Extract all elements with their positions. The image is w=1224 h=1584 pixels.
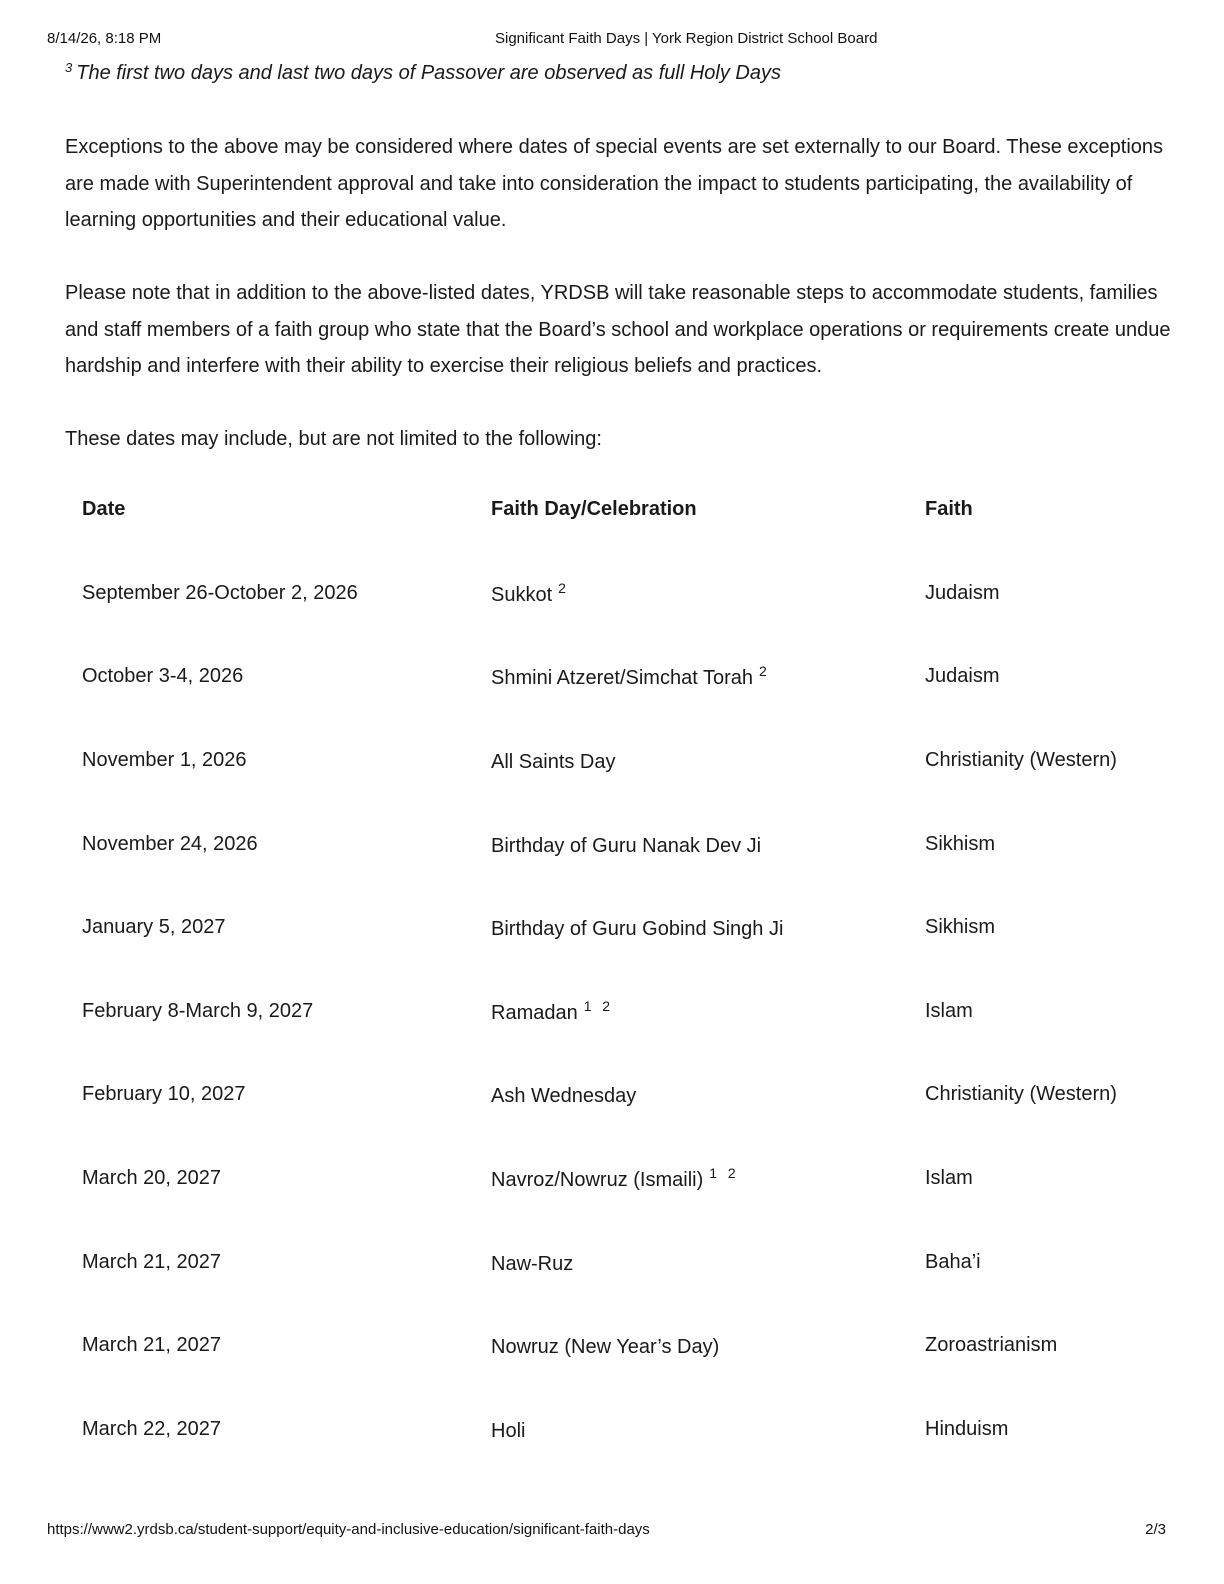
faith-day-name: Navroz/Nowruz (Ismaili) — [491, 1169, 704, 1192]
print-header — [47, 30, 1177, 50]
footnote-marks: 2 — [558, 579, 567, 596]
column-header-date: Date — [82, 498, 126, 521]
faith-day-cell — [474, 1053, 908, 1137]
faith-day-cell — [474, 1220, 908, 1304]
table-header-row — [65, 468, 1175, 552]
faith-day-cell — [474, 970, 908, 1054]
faith-day-name: Birthday of Guru Gobind Singh Ji — [491, 918, 784, 941]
table-row — [65, 1388, 1175, 1472]
faith-cell: Islam — [925, 999, 973, 1022]
column-header-faith-day: Faith Day/Celebration — [491, 498, 697, 521]
table-row — [65, 970, 1175, 1054]
date-cell: February 10, 2027 — [82, 1083, 246, 1106]
date-cell: November 1, 2026 — [82, 749, 247, 772]
faith-day-name: Naw-Ruz — [491, 1252, 574, 1275]
faith-day-cell — [474, 886, 908, 970]
footnote-text: The first two days and last two days of Passover are observed as full Holy Days — [76, 62, 781, 84]
page-number: 2/3 — [1145, 1521, 1166, 1538]
faith-day-name: All Saints Day — [491, 751, 616, 774]
exceptions-paragraph: Exceptions to the above may be considered where dates of special events are set externally to our Board. These exceptions are made with Superintendent approval and take into consideration the impact to students participating, the availability of learning opportunities and their educational value. — [65, 136, 1164, 231]
table-row — [65, 1304, 1175, 1388]
faith-day-name: Birthday of Guru Nanak Dev Ji — [491, 834, 762, 857]
date-cell: February 8-March 9, 2027 — [82, 999, 314, 1022]
faith-cell: Christianity (Western) — [925, 749, 1117, 772]
faith-day-name: Holi — [491, 1419, 526, 1442]
passover-footnote — [65, 60, 781, 85]
date-cell: March 21, 2027 — [82, 1250, 221, 1273]
faith-day-cell — [474, 552, 908, 636]
faith-day-cell — [474, 635, 908, 719]
table-row — [65, 635, 1175, 719]
footnote-marker: 3 — [65, 60, 73, 75]
faith-cell: Judaism — [925, 665, 1000, 688]
date-cell: March 20, 2027 — [82, 1167, 221, 1190]
footnote-marks: 1 2 — [709, 1165, 737, 1182]
faith-cell: Zoroastrianism — [925, 1334, 1058, 1357]
table-row — [65, 886, 1175, 970]
date-cell: September 26-October 2, 2026 — [82, 581, 358, 604]
faith-day-name: Sukkot — [491, 583, 553, 606]
footnote-marks: 1 2 — [583, 997, 612, 1014]
date-cell: October 3-4, 2026 — [82, 665, 244, 688]
faith-day-cell — [474, 1137, 908, 1221]
faith-day-cell — [474, 802, 908, 886]
footnote-marks: 2 — [758, 663, 768, 680]
dates-intro-paragraph: These dates may include, but are not limited to the following: — [65, 428, 602, 450]
faith-day-name: Nowruz (New Year’s Day) — [491, 1336, 720, 1359]
faith-cell: Islam — [925, 1167, 973, 1190]
date-cell: March 21, 2027 — [82, 1334, 221, 1357]
document-title: Significant Faith Days | York Region District School Board — [495, 30, 878, 47]
date-cell: March 22, 2027 — [82, 1417, 221, 1440]
page-url: https://www2.yrdsb.ca/student-support/equity-and-inclusive-education/significant-faith-days — [47, 1521, 650, 1538]
faith-cell: Hinduism — [925, 1417, 1009, 1440]
faith-cell: Baha’i — [925, 1250, 981, 1273]
faith-days-table — [65, 468, 1175, 1471]
faith-day-cell — [474, 1304, 908, 1388]
table-row — [65, 1220, 1175, 1304]
table-row — [65, 552, 1175, 636]
faith-day-cell — [474, 719, 908, 803]
date-cell: January 5, 2027 — [82, 916, 226, 939]
faith-day-name: Ash Wednesday — [491, 1085, 637, 1108]
table-row — [65, 719, 1175, 803]
faith-day-name: Shmini Atzeret/Simchat Torah — [491, 667, 753, 690]
print-footer — [47, 1521, 1166, 1541]
table-row — [65, 1137, 1175, 1221]
print-timestamp: 8/14/26, 8:18 PM — [47, 30, 162, 47]
faith-day-cell — [474, 1388, 908, 1472]
accommodation-paragraph: Please note that in addition to the above-listed dates, YRDSB will take reasonable steps to accommodate students, families and staff members of a faith group who state that the Board’s school and workplace operations or requirements create undue hardship and interfere with their ability to exercise their religious beliefs and practices. — [65, 282, 1171, 377]
faith-cell: Sikhism — [925, 916, 996, 939]
column-header-faith: Faith — [925, 498, 973, 521]
faith-cell: Christianity (Western) — [925, 1083, 1117, 1106]
faith-cell: Judaism — [925, 581, 1000, 604]
date-cell: November 24, 2026 — [82, 832, 258, 855]
table-row — [65, 802, 1175, 886]
faith-cell: Sikhism — [925, 832, 996, 855]
table-row — [65, 1053, 1175, 1137]
faith-day-name: Ramadan — [491, 1001, 578, 1024]
